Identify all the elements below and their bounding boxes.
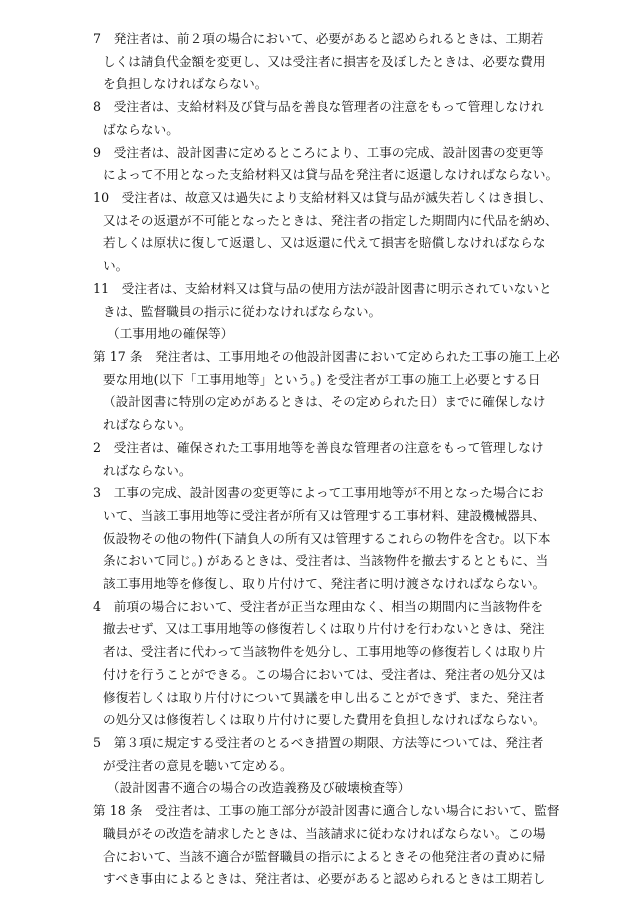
text-line: 修復若しくは取り片付けについて異議を申し出ることができず、また、発注者 (103, 690, 545, 705)
text-line: 該工事用地等を修復し、取り片付けて、発注者に明け渡さなければならない。 (103, 576, 546, 591)
text-line: によって不用となった支給材料又は貸与品を発注者に返還しなければならない。 (103, 167, 559, 182)
text-line: いて、当該工事用地等に受注者が所有又は管理する工事材料、建設機械器具、 (103, 508, 546, 523)
text-line: が受注者の意見を聴いて定める。 (103, 758, 293, 773)
text-line: 10 受注者は、故意又は過失により支給材料又は貸与品が滅失若しくはき損し、 (93, 190, 552, 205)
text-line: （設計図書に特別の定めがあるときは、その定められた日）までに確保しなけ (103, 394, 546, 409)
text-line: 8 受注者は、支給材料及び貸与品を善良な管理者の注意をもって管理しなけれ (93, 99, 544, 114)
text-line: 条において同じ。) があるときは、受注者は、当該物件を撤去するとともに、当 (103, 553, 549, 568)
text-line: 仮設物その他の物件(下請負人の所有又は管理するこれらの物件を含む。以下本 (103, 531, 551, 546)
text-line: 若しくは原状に復して返還し、又は返還に代えて損害を賠償しなければならな (103, 235, 546, 250)
text-line: を負担しなければならない。 (103, 76, 268, 91)
text-line: 付けを行うことができる。この場合においては、受注者は、発注者の処分又は (103, 667, 546, 682)
text-line: い。 (103, 258, 129, 273)
text-line: 4 前項の場合において、受注者が正当な理由なく、相当の期間内に当該物件を (93, 599, 544, 614)
text-line: ばならない。 (103, 122, 179, 137)
text-line: 者は、受注者に代わって当該物件を処分し、工事用地等の修復若しくは取り片 (103, 644, 546, 659)
text-line: 11 受注者は、支給材料又は貸与品の使用方法が設計図書に明示されていないと (93, 281, 552, 296)
text-line: 撤去せず、又は工事用地等の修復若しくは取り片付けを行わないときは、発注 (103, 621, 545, 636)
section-heading: （設計図書不適合の場合の改造義務及び破壊検査等） (107, 780, 411, 795)
text-line: 職員がその改造を請求したときは、当該請求に従わなければならない。この場 (103, 826, 546, 841)
text-line: 要な用地(以下「工事用地等」という。) を受注者が工事の施工上必要とする日 (103, 372, 541, 387)
text-line: ればならない。 (103, 417, 192, 432)
text-line: の処分又は修復若しくは取り片付けに要した費用を負担しなければならない。 (103, 712, 546, 727)
article-line: 第 18 条 受注者は、工事の施工部分が設計図書に適合しない場合において、監督 (93, 803, 560, 818)
text-line: 2 受注者は、確保された工事用地等を善良な管理者の注意をもって管理しなけ (93, 440, 544, 455)
article-line: 第 17 条 発注者は、工事用地その他設計図書において定められた工事の施工上必 (93, 349, 560, 364)
text-line: 合において、当該不適合が監督職員の指示によるときその他発注者の責めに帰 (103, 849, 546, 864)
text-line: 5 第３項に規定する受注者のとるべき措置の期限、方法等については、発注者 (93, 735, 544, 750)
text-line: 9 受注者は、設計図書に定めるところにより、工事の完成、設計図書の変更等 (93, 145, 544, 160)
text-line: ればならない。 (103, 463, 192, 478)
text-line: しくは請負代金額を変更し、又は受注者に損害を及ぼしたときは、必要な費用 (103, 54, 546, 69)
text-line: 7 発注者は、前２項の場合において、必要があると認められるときは、工期若 (93, 31, 544, 46)
text-line: きは、監督職員の指示に従わなければならない。 (103, 304, 382, 319)
section-heading: （工事用地の確保等） (107, 326, 234, 341)
text-line: すべき事由によるときは、発注者は、必要があると認められるときは工期若し (103, 871, 546, 886)
text-line: 又はその返還が不可能となったときは、発注者の指定した期間内に代品を納め、 (103, 213, 558, 228)
text-line: 3 工事の完成、設計図書の変更等によって工事用地等が不用となった場合にお (93, 485, 544, 500)
